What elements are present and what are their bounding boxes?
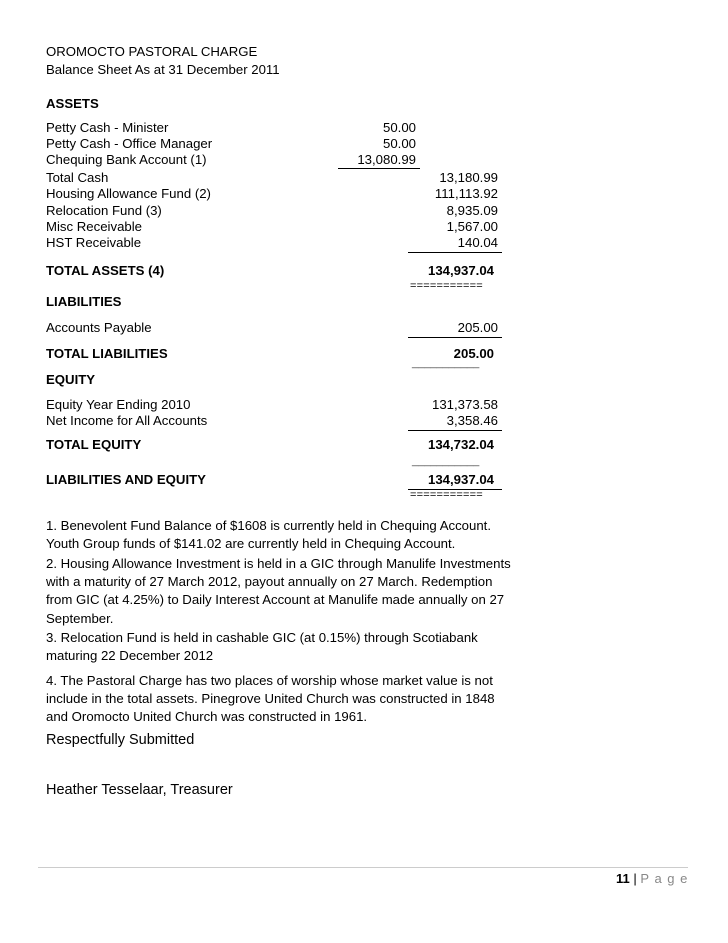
total-assets-label: TOTAL ASSETS (4) (46, 263, 165, 278)
underline-marker: ___________ (412, 357, 480, 369)
total-rule (408, 252, 502, 253)
equity-amount: 131,373.58 (431, 397, 498, 412)
page-subtitle: Balance Sheet As at 31 December 2011 (46, 62, 280, 77)
note-4: 4. The Pastoral Charge has two places of worship whose market value is not include in the total assets. Pinegrove United Church was constructed in 1848 and Oromocto United Church was constructed in 1961. (46, 673, 495, 725)
asset-amount: 50.00 (382, 120, 416, 135)
total-equity-amount: 134,732.04 (427, 437, 494, 452)
asset-label: Petty Cash - Office Manager (46, 136, 213, 151)
total-assets-amount: 134,937.04 (427, 263, 494, 278)
asset-amount: 1,567.00 (446, 219, 498, 234)
asset-amount: 111,113.92 (434, 186, 498, 201)
double-underline-marker: =========== (410, 280, 483, 292)
respectfully-submitted: Respectfully Submitted (46, 732, 195, 748)
equity-label: Equity Year Ending 2010 (46, 397, 191, 412)
page-footer (616, 871, 688, 886)
asset-label: Misc Receivable (46, 219, 143, 234)
treasurer-signature: Heather Tesselaar, Treasurer (46, 782, 233, 798)
liabilities-equity-amount: 134,937.04 (427, 472, 494, 487)
liability-amount: 205.00 (457, 320, 498, 335)
liabilities-equity-label: LIABILITIES AND EQUITY (46, 472, 206, 487)
page-label: P a g e (640, 871, 689, 886)
asset-label: Housing Allowance Fund (2) (46, 186, 211, 201)
asset-amount: 13,080.99 (357, 152, 416, 167)
total-liabilities-amount: 205.00 (453, 346, 494, 361)
asset-amount: 8,935.09 (446, 203, 498, 218)
total-equity-label: TOTAL EQUITY (46, 437, 142, 452)
asset-label: Petty Cash - Minister (46, 120, 169, 135)
subtotal-rule (338, 168, 420, 169)
footer-rule (38, 867, 688, 868)
note-2: 2. Housing Allowance Investment is held in a GIC through Manulife Investments with a maturity of 27 March 2012, payout annually on 27 March. Redemption from GIC (at 4.25%) to Daily Interest Account at Manulife made annually on 27 September. (46, 556, 511, 626)
asset-amount: 50.00 (382, 136, 416, 151)
asset-label: Total Cash (46, 170, 109, 185)
asset-amount: 140.04 (457, 235, 498, 250)
total-rule (408, 430, 502, 431)
assets-heading: ASSETS (46, 96, 99, 111)
liabilities-heading: LIABILITIES (46, 294, 122, 309)
equity-amount: 3,358.46 (446, 413, 498, 428)
page-number: 11 (616, 871, 630, 886)
total-rule (408, 337, 502, 338)
liability-label: Accounts Payable (46, 320, 152, 335)
asset-label: Chequing Bank Account (1) (46, 152, 207, 167)
org-name: OROMOCTO PASTORAL CHARGE (46, 44, 258, 59)
note-3: 3. Relocation Fund is held in cashable GIC (at 0.15%) through Scotiabank maturing 22 December 2012 (46, 630, 478, 664)
asset-label: HST Receivable (46, 235, 142, 250)
note-1: 1. Benevolent Fund Balance of $1608 is currently held in Chequing Account. Youth Group funds of $141.02 are currently held in Chequing Account. (46, 518, 492, 552)
underline-marker: ___________ (412, 455, 480, 467)
equity-heading: EQUITY (46, 372, 96, 387)
equity-label: Net Income for All Accounts (46, 413, 208, 428)
asset-label: Relocation Fund (3) (46, 203, 162, 218)
total-liabilities-label: TOTAL LIABILITIES (46, 346, 168, 361)
asset-amount: 13,180.99 (439, 170, 498, 185)
page-separator: | (633, 871, 637, 886)
double-underline-marker: =========== (410, 489, 483, 501)
